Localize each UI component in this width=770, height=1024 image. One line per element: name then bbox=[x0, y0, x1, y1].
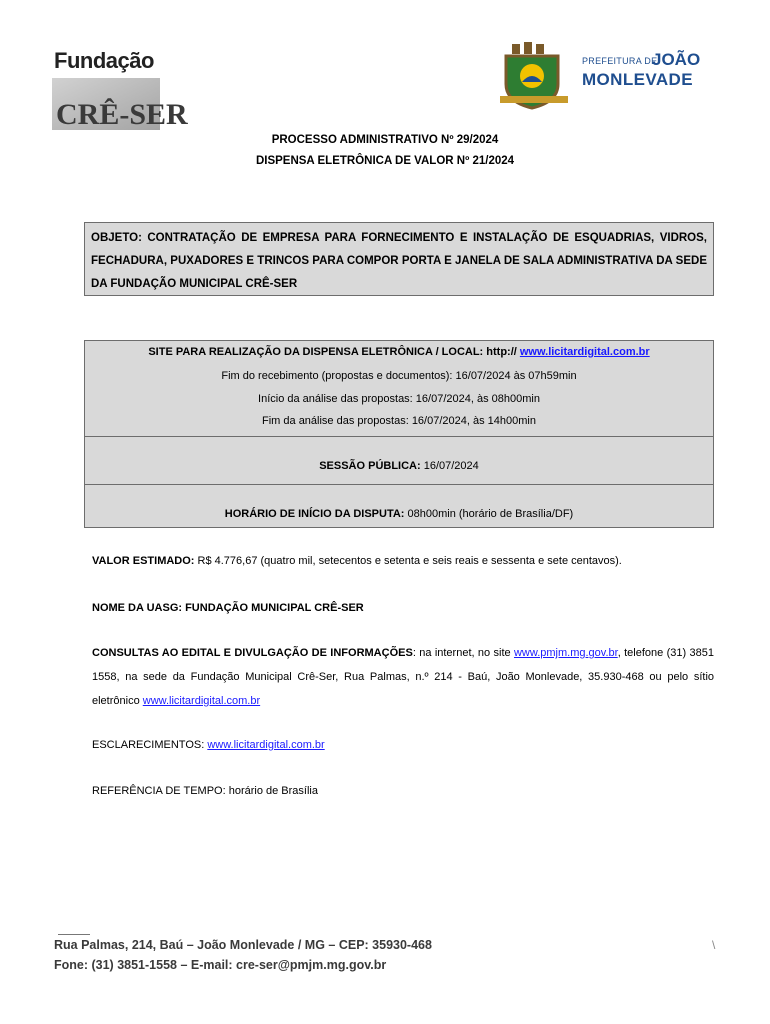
consultas-part1: : na internet, no site bbox=[412, 647, 514, 659]
site-line bbox=[85, 346, 713, 358]
prefeitura-logo bbox=[500, 42, 715, 110]
objeto-text: OBJETO: CONTRATAÇÃO DE EMPRESA PARA FORNECIMENTO E INSTALAÇÃO DE ESQUADRIAS, VIDROS, FECHADURA, PUXADORES E TRINCOS PARA COMPOR PORTA E JANELA DE SALA ADMINISTRATIVA DA SEDE DA FUNDAÇÃO MUNICIPAL CRÊ-SER bbox=[91, 232, 707, 290]
objeto-box bbox=[84, 222, 714, 296]
consultas-label: CONSULTAS AO EDITAL E DIVULGAÇÃO DE INFORMAÇÕES bbox=[92, 647, 413, 659]
footer-contact: Fone: (31) 3851-1558 – E-mail: cre-ser@pmjm.mg.gov.br bbox=[54, 958, 387, 972]
esclarecimentos bbox=[92, 733, 714, 757]
valor-value: R$ 4.776,67 (quatro mil, setecentos e setenta e seis reais e sessenta e sete centavos). bbox=[197, 555, 622, 567]
pmjm-link[interactable]: www.pmjm.mg.gov.br bbox=[513, 647, 618, 659]
site-label: SITE PARA REALIZAÇÃO DA DISPENSA ELETRÔNICA / LOCAL: http:// bbox=[148, 346, 520, 358]
uasg-name: NOME DA UASG: FUNDAÇÃO MUNICIPAL CRÊ-SER bbox=[92, 602, 364, 614]
logo-left-line2: CRÊ-SER bbox=[56, 98, 188, 131]
licitardigital-link[interactable]: www.licitardigital.com.br bbox=[142, 695, 261, 707]
sessao-label: SESSÃO PÚBLICA: bbox=[319, 460, 424, 472]
logo-right-city-top: JOÃO bbox=[652, 50, 701, 69]
dispensa-title: DISPENSA ELETRÔNICA DE VALOR Nº 21/2024 bbox=[255, 155, 515, 167]
horario-line bbox=[85, 508, 713, 520]
valor-estimado bbox=[92, 549, 714, 573]
valor-label: VALOR ESTIMADO: bbox=[92, 555, 198, 567]
footer-rule bbox=[58, 934, 90, 935]
logo-right-city-bottom: MONLEVADE bbox=[582, 70, 693, 89]
logo-right-prefix: PREFEITURA DE bbox=[582, 56, 658, 66]
process-title: PROCESSO ADMINISTRATIVO Nº 29/2024 bbox=[271, 134, 499, 146]
horario-label: HORÁRIO DE INÍCIO DA DISPUTA: bbox=[224, 508, 408, 520]
sessao-line bbox=[85, 460, 713, 472]
fim-recebimento: Fim do recebimento (propostas e documentos): 16/07/2024 às 07h59min bbox=[221, 370, 577, 382]
creser-logo-mark bbox=[50, 74, 188, 131]
horario-value: 08h00min (horário de Brasília/DF) bbox=[407, 508, 574, 520]
referencia-tempo: REFERÊNCIA DE TEMPO: horário de Brasília bbox=[92, 785, 318, 797]
sessao-value: 16/07/2024 bbox=[423, 460, 479, 472]
esclarecimentos-label: ESCLARECIMENTOS: bbox=[92, 739, 208, 751]
footer-address: Rua Palmas, 214, Baú – João Monlevade / MG – CEP: 35930-468 bbox=[54, 938, 432, 952]
consultas-part2: , telefone (31) 3851 1558, na sede da Fundação Municipal Crê-Ser, Rua Palmas, n.º 214 - Baú, João Monlevade, 35.930-468 ou pelo sítio eletrônico bbox=[92, 647, 715, 707]
site-info-box bbox=[84, 340, 714, 528]
fundacao-creser-logo bbox=[50, 48, 188, 132]
logo-left-line1: Fundação bbox=[54, 48, 154, 73]
divider bbox=[85, 484, 713, 485]
fim-analise: Fim da análise das propostas: 16/07/2024, às 14h00min bbox=[262, 415, 536, 427]
city-coat-of-arms-icon bbox=[500, 42, 572, 110]
inicio-analise: Início da análise das propostas: 16/07/2024, às 08h00min bbox=[258, 393, 540, 405]
esclarecimentos-link[interactable]: www.licitardigital.com.br bbox=[207, 739, 325, 751]
site-link[interactable]: www.licitardigital.com.br bbox=[519, 346, 650, 358]
consultas-paragraph bbox=[92, 641, 714, 713]
divider bbox=[85, 436, 713, 437]
corner-mark: \ bbox=[712, 938, 716, 952]
